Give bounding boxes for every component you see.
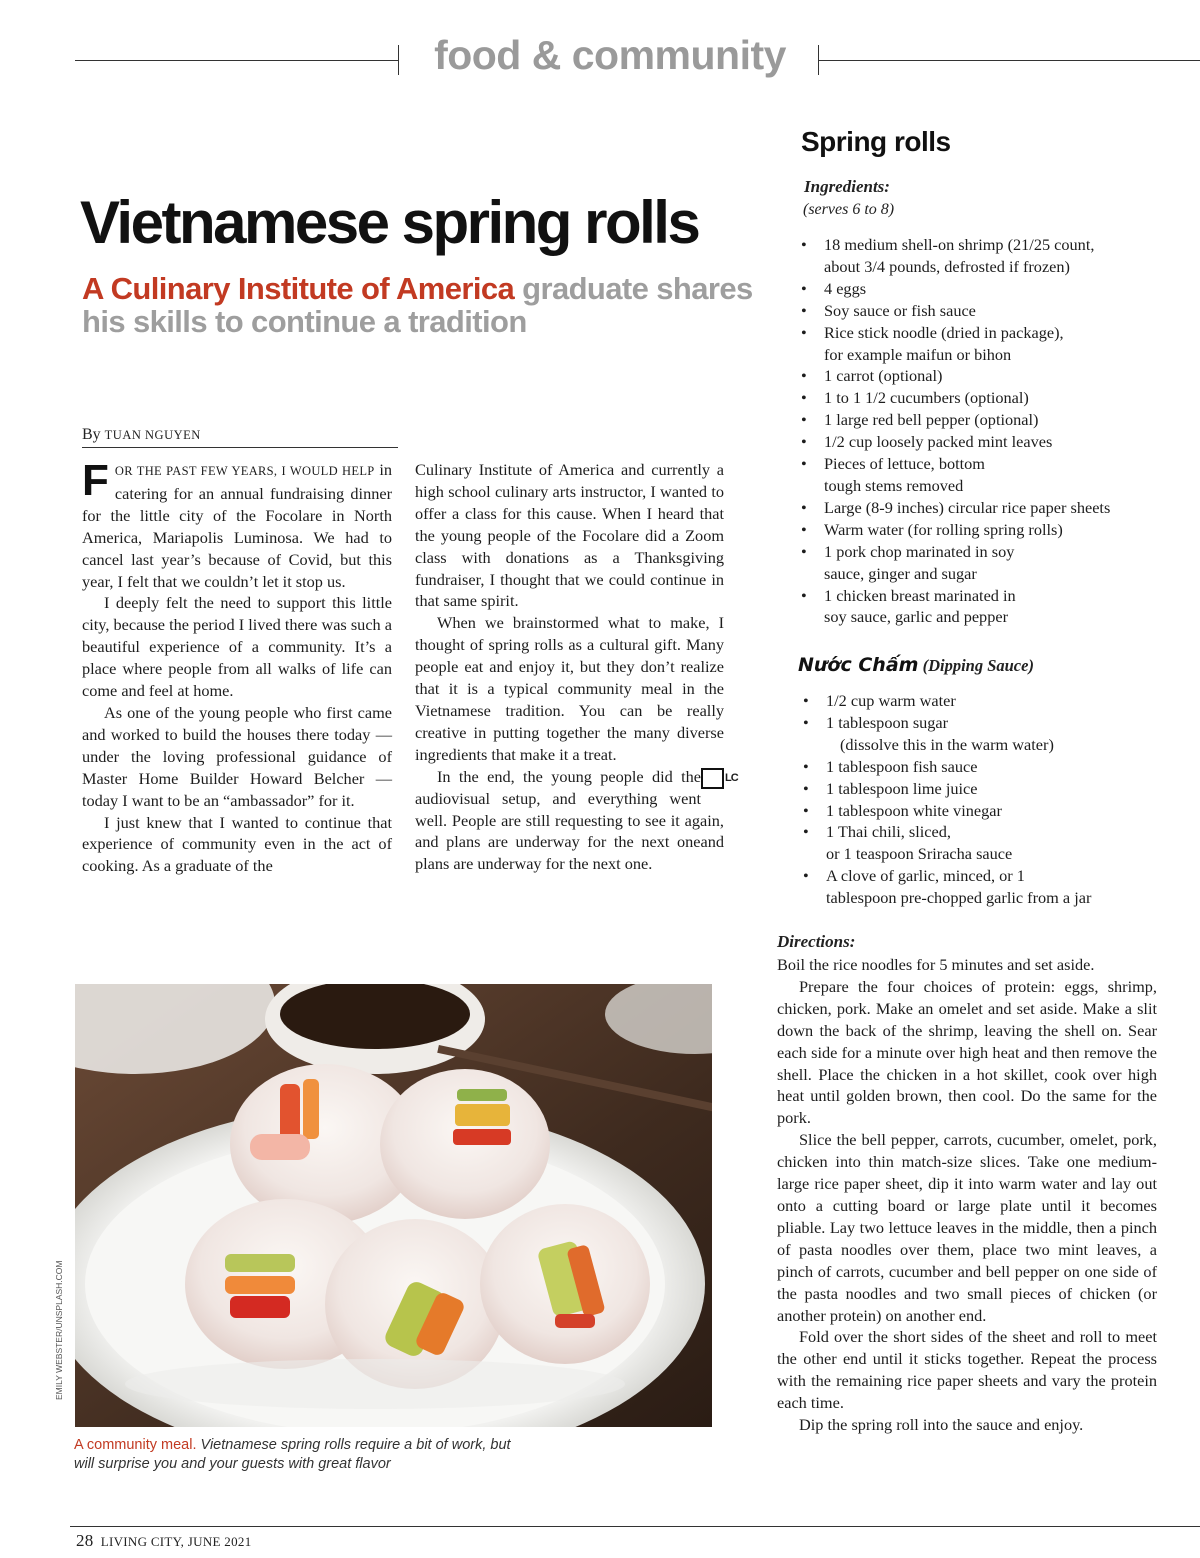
photo-caption [74,1436,514,1474]
list-item [800,409,1190,431]
item-text: 1 pork chop marinated in soy [824,541,1015,561]
header-rule-right [818,60,1200,61]
item-text: Rice stick noodle (dried in package), [824,322,1064,342]
item-text-cont: or 1 teaspoon Sriracha sauce [826,844,1013,864]
article-column-2 [415,459,738,875]
list-item [802,865,1192,909]
item-text: 1 large red bell pepper (optional) [824,410,1039,430]
item-text: 1/2 cup warm water [826,691,956,710]
byline [82,426,398,448]
article-deck [82,272,762,338]
serves-note: (serves 6 to 8) [803,201,895,218]
list-item [800,497,1190,519]
list-item [800,431,1190,453]
item-text: 1 to 1 1/2 cucumbers (optional) [824,388,1029,408]
item-text: A clove of garlic, minced, or 1 [826,866,1025,886]
paragraph: Prepare the four choices of protein: eggs, shrimp, chicken, pork. Make an omelet and set aside. Make a slit down the back of the shrimp, leaving the shell on. Sear each side for a minute over high heat and then remove the shell. Place the chicken in a hot skillet, cook over high heat until golden brown, then cool. Do the same for the pork. [777,976,1157,1128]
drop-cap: F [82,456,109,505]
paragraph [82,456,392,592]
item-text: 1/2 cup loosely packed mint leaves [824,432,1053,452]
list-item [800,387,1190,409]
list-item [802,756,1192,778]
paragraph: When we brainstormed what to make, I thought of spring rolls as a cultural gift. Many people eat and enjoy it, but they don’t realize that it is a typical community meal in the Vietnamese tradition. You can be really creative in putting together the many diverse ingredients that make it a treat. [415,613,724,764]
section-title: food & community [434,32,786,78]
item-text: 18 medium shell-on shrimp (21/25 count, [824,235,1095,254]
item-text-cont: (dissolve this in the warm water) [840,734,1054,754]
sauce-list [802,690,1192,909]
item-text-cont: about 3/4 pounds, defrosted if frozen) [824,256,1070,276]
roll-top-right [380,1069,550,1219]
item-text: 1 chicken breast marinated in [824,585,1016,605]
directions-text [777,954,1157,1436]
deck-highlight: A Culinary Institute of America [82,271,515,306]
publication-line: LIVING CITY, JUNE 2021 [100,1534,252,1549]
spring-rolls-photo [75,984,712,1427]
item-text: 1 tablespoon fish sauce [826,756,978,776]
photo-credit: EMILY WEBSTER/UNSPLASH.COM [54,1260,64,1400]
item-text: Soy sauce or fish sauce [824,300,976,320]
ingredients-list [800,234,1190,628]
list-item [800,278,1190,300]
directions-heading: Directions: [777,932,856,951]
sauce-heading [798,654,1034,676]
item-text: 1 tablespoon white vinegar [826,800,1002,820]
footer-rule [70,1526,1200,1527]
paragraph: Fold over the short sides of the sheet and roll to meet the other end until it sticks together. Repeat the process with the remaining rice paper sheets and vary the protein each time. [777,1327,1157,1413]
paragraph: Boil the rice noodles for 5 minutes and set aside. [777,955,1095,974]
lead-in-smallcaps: OR THE PAST FEW YEARS, I WOULD HELP [114,464,375,478]
page-number: 28 [76,1531,94,1550]
byline-by: By [82,426,105,443]
list-item [800,541,1190,585]
item-text: 1 carrot (optional) [824,366,943,386]
ingredients-heading: Ingredients: [804,177,890,196]
list-item [802,690,1192,712]
recipe-title: Spring rolls [801,126,951,157]
spring-rolls-illustration [75,984,712,1427]
item-text-cont: tough stems removed [824,475,964,495]
item-text: Large (8-9 inches) circular rice paper sheets [824,497,1111,517]
list-item [800,453,1190,497]
item-text: Pieces of lettuce, bottom [824,454,985,474]
list-item [800,234,1190,278]
caption-text: Vietnamese spring rolls require a bit of work, but will surprise you and your guests with great flavor [74,1437,511,1472]
list-item [800,300,1190,322]
sauce-name: Nước Chấm [798,654,919,676]
sauce-translation: (Dipping Sauce) [918,656,1034,675]
lc-end-mark: LC [701,768,724,789]
article-column-1 [82,456,392,877]
paragraph: Slice the bell pepper, carrots, cucumber, omelet, pork, chicken into thin match-size slices. Take one medium-large rice paper sheet, dip it into warm water and lay out onto a cutting board or large plate until it becomes pliable. Lay two lettuce leaves in the middle, then a pinch of pasta noodles over them, place two mint leaves, a pinch of carrots, cucumber and bell pepper on one side of the pasta noodles and two small pieces of chicken (or another protein) on another end. [777,1130,1157,1325]
paragraph: As one of the young people who first came and worked to build the houses there today — under the loving professional guidance of Master Home Builder Howard Belcher — today I want to be an “ambassador” for it. [82,702,392,810]
paragraph-text: in catering for an annual fundraising dinner for the little city of the Focolare in North America, Mariapolis Luminosa. We had to cancel last year’s because of Covid, but this year, I felt that we couldn’t let it stop us. [82,460,392,591]
item-text: Warm water (for rolling spring rolls) [824,519,1063,539]
list-item [802,778,1192,800]
paragraph-text: In the end, the young people did the audiovisual setup, and everything went well. People are still requesting to see it again, and plans are underway for the next oneand plans are underway for the next one. [415,766,724,874]
page-folio [76,1531,252,1551]
paragraph: Dip the spring roll into the sauce and enjoy. [799,1415,1084,1435]
list-item [802,821,1192,865]
list-item [802,712,1192,756]
item-text: 4 eggs [824,278,867,298]
item-text-cont: sauce, ginger and sugar [824,563,977,583]
item-text-cont: soy sauce, garlic and pepper [824,607,1008,627]
caption-lead: A community meal. [74,1437,197,1453]
item-text: 1 Thai chili, sliced, [826,822,951,842]
list-item [802,800,1192,822]
list-item [800,365,1190,387]
paragraph [415,766,738,876]
roll-bottom-right [480,1204,650,1364]
item-text-cont: for example maifun or bihon [824,344,1012,364]
byline-author: TUAN NGUYEN [104,428,201,442]
header-rule-left [75,60,398,61]
article-headline: Vietnamese spring rolls [80,189,699,256]
list-item [800,585,1190,629]
item-text-cont: tablespoon pre-chopped garlic from a jar [826,888,1092,908]
list-item [800,322,1190,366]
list-item [800,519,1190,541]
item-text: 1 tablespoon lime juice [826,778,978,798]
header-tick-left [398,45,399,75]
paragraph: I deeply felt the need to support this little city, because the period I lived there was such a beautiful experience of a community. It’s a place where people from all walks of life can come and feel at home. [82,593,392,701]
paragraph: I just knew that I wanted to continue that experience of community even in the act of cooking. As a graduate of the [82,812,392,876]
item-text: 1 tablespoon sugar [826,712,949,732]
paragraph: Culinary Institute of America and currently a high school culinary arts instructor, I wanted to offer a class for this cause. When I heard that the young people of the Focolare did a Zoom class with donations as a Thanksgiving fundraiser, I thought that we could continue in that same spirit. [415,460,724,611]
deck-rest: graduate shares his skills to continue a tradition [82,271,753,339]
